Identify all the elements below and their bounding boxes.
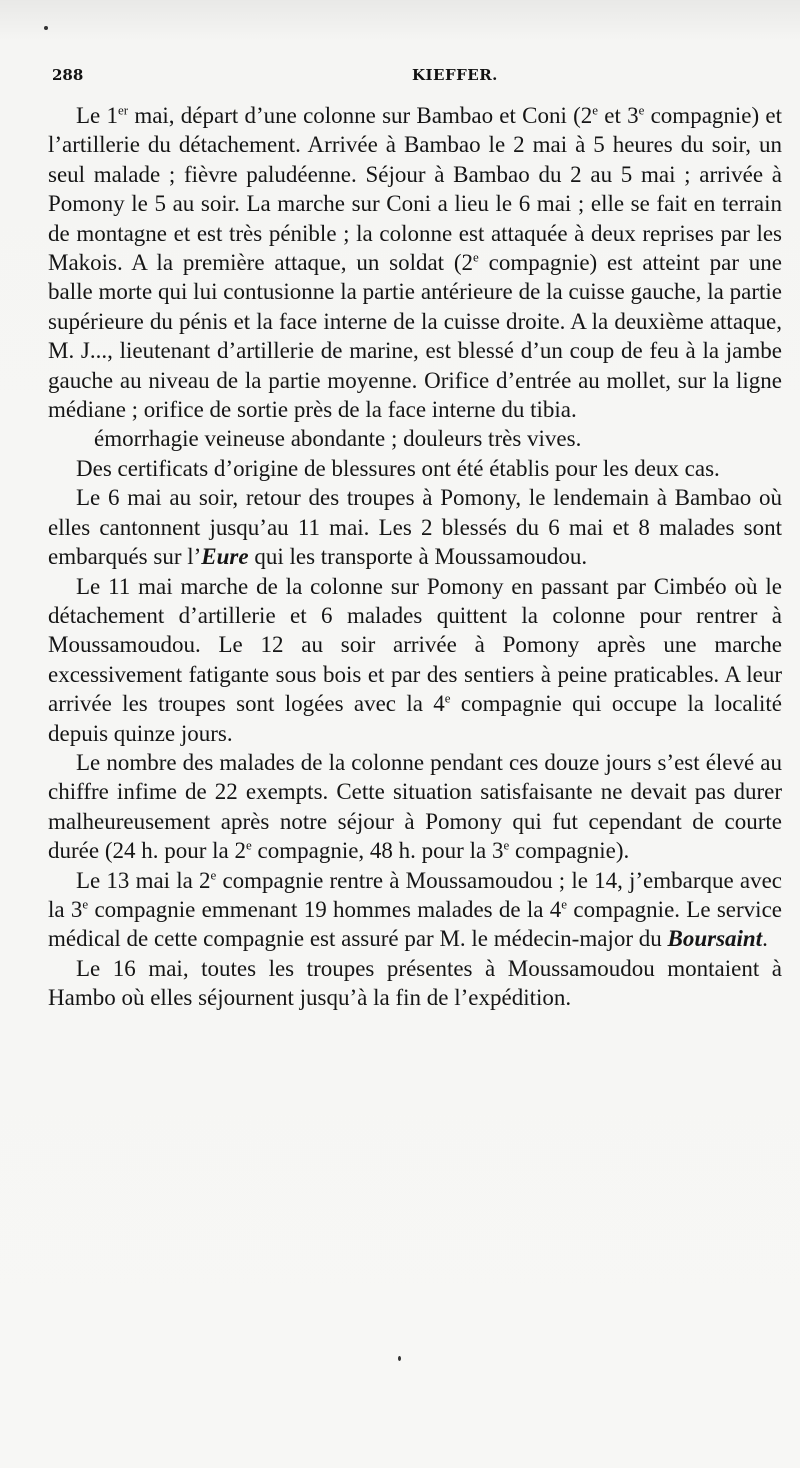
italic-ship-name: Eure — [201, 544, 249, 570]
text-run: Le 13 mai la 2 — [76, 867, 211, 893]
superscript: er — [117, 102, 129, 118]
text-run: mai, départ d’une colonne sur Bambao et Coni (2 — [128, 103, 593, 128]
text-run: Le nombre des malades de la colonne pendant ces douze jours s’est élevé au chiffre infime de 22 exempts. Cette situation satisfaisante ne devait pas durer malheureusement après notre séjour à Pomony qui fut cependant de courte durée (24 h. pour la 2 — [48, 749, 782, 864]
paragraph — [48, 424, 782, 453]
paragraph — [48, 483, 782, 571]
text-run: compagnie qui occupe la localité depuis quinze jours. — [48, 691, 782, 746]
paragraph — [48, 866, 782, 954]
text-run: compagnie, 48 h. pour la 3 — [251, 838, 504, 864]
paragraph — [48, 954, 782, 1013]
text-run: . — [762, 926, 768, 952]
page-number: 288 — [52, 66, 84, 84]
text-run: Le 16 mai, toutes les troupes présentes à Moussamoudou montaient à Hambo où elles séjournent jusqu’à la fin de l’expédition. — [48, 955, 782, 1011]
text-run: Le 1 — [76, 103, 118, 128]
paragraph — [48, 572, 782, 748]
print-speck — [44, 26, 48, 30]
text-run: compagnie) et l’artillerie du détachement. Arrivée à Bambao le 2 mai à 5 heures du soir, un seul malade ; fièvre paludéenne. Séjour à Bambao du 2 au 5 mai ; arrivée à Pomony le 5 au soir. La marche sur Coni a lieu le 6 mai ; elle se fait en terrain de montagne et est très pénible ; la colonne est attaquée à deux reprises par les Makois. A la première attaque, un soldat (2 — [48, 103, 782, 276]
superscript: e — [473, 249, 479, 265]
text-run: compagnie rentre à Moussamoudou ; le 14, j’embarque avec la 3 — [48, 867, 782, 922]
italic-ship-name: Boursaint — [667, 926, 763, 952]
superscript: e — [638, 102, 645, 118]
print-speck — [398, 1356, 401, 1361]
superscript: e — [592, 102, 599, 118]
superscript: e — [503, 837, 510, 853]
text-run: compagnie) est atteint par une balle morte qui lui contusionne la partie antérieure de la cuisse gauche, la partie supérieure du pénis et la face interne de la cuisse droite. A la deuxième attaque, M. J..., lieutenant d’artillerie de marine, est blessé d’un coup de feu à la jambe gauche au niveau de la partie moyenne. Orifice d’entrée au mollet, sur la ligne médiane ; orifice de sortie près de la face interne du tibia. — [48, 250, 782, 423]
superscript: e — [82, 896, 89, 912]
text-run: Le 11 mai marche de la colonne sur Pomony en passant par Cimbéo où le détachement d’artillerie et 6 malades quittent la colonne pour rentrer à Moussamoudou. Le 12 au soir arrivée à Pomony après une marche excessivement fatigante sous bois et par des sentiers à peine praticables. A leur arrivée les troupes sont logées avec la 4 — [48, 573, 782, 717]
body-text — [48, 101, 782, 1013]
superscript: e — [561, 896, 568, 912]
running-head: KIEFFER. — [412, 66, 498, 84]
superscript: e — [210, 866, 217, 882]
text-run: Le 6 mai au soir, retour des troupes à Pomony, le lendemain à Bambao où elles cantonnent jusqu’au 11 mai. Les 2 blessés du 6 mai et 8 malades sont embarqués sur l’ — [48, 485, 782, 570]
text-run: et 3 — [598, 103, 639, 128]
text-run: qui les transporte à Moussamoudou. — [248, 544, 588, 570]
text-run: compagnie emmenant 19 hommes malades de la 4 — [88, 896, 562, 922]
paragraph — [48, 748, 782, 866]
text-run: compagnie. Le service médical de cette compagnie est assuré par M. le médecin-major du — [48, 896, 782, 952]
text-run: émorrhagie veineuse abondante ; douleurs très vives. — [94, 426, 582, 452]
text-run: compagnie). — [509, 838, 630, 864]
text-run: Des certificats d’origine de blessures ont été établis pour les deux cas. — [76, 455, 720, 481]
paragraph — [48, 454, 782, 483]
page-header — [52, 66, 782, 90]
paragraph — [48, 101, 782, 424]
superscript: e — [246, 837, 252, 853]
superscript: e — [444, 690, 451, 706]
